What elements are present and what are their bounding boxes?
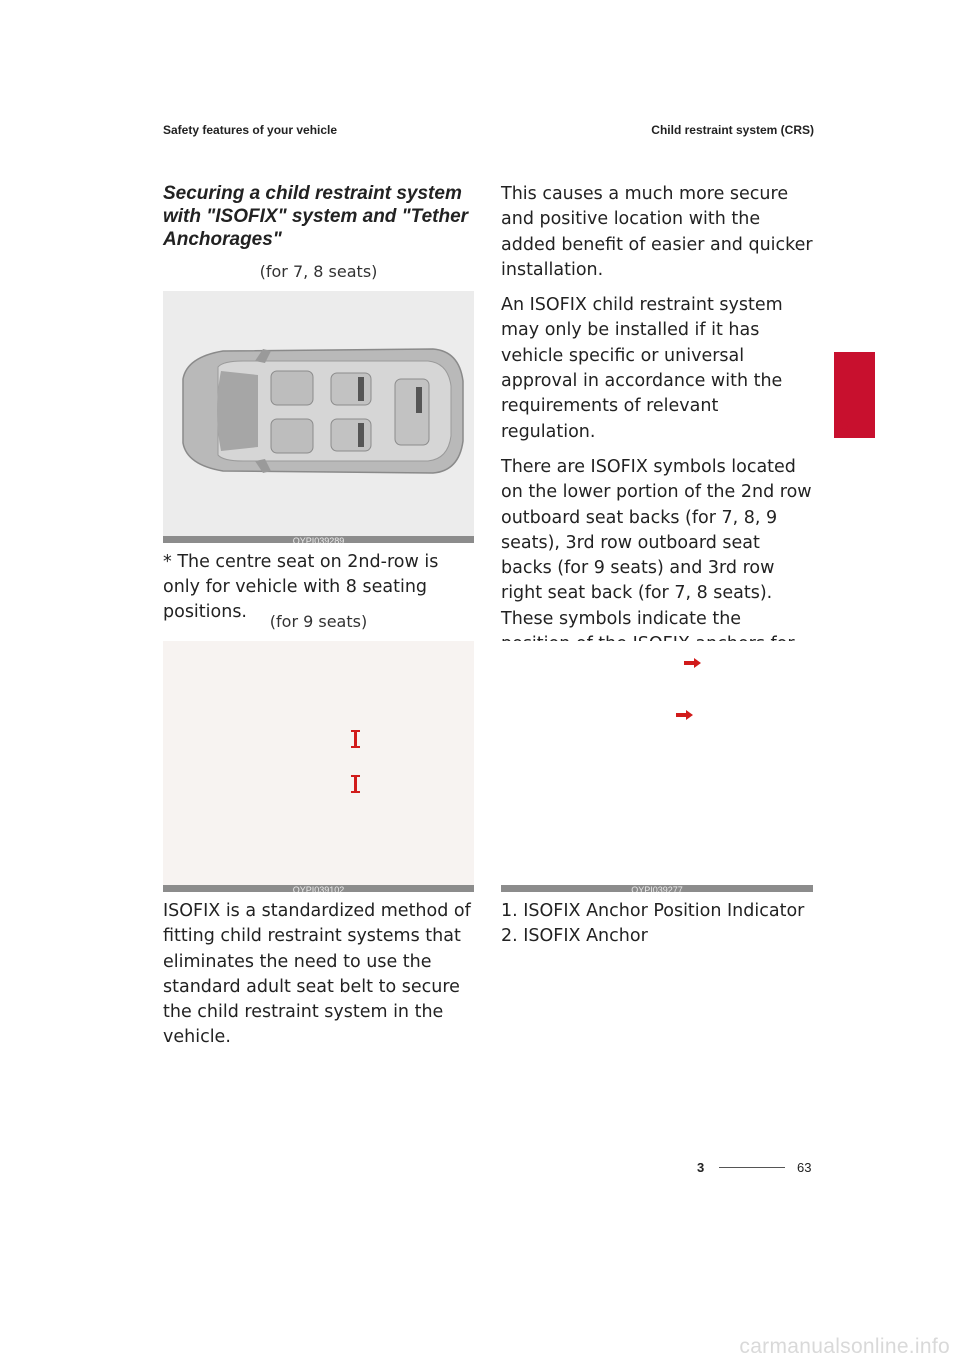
watermark: carmanualsonline.info [739,1335,950,1358]
list-item: 1. ISOFIX Anchor Position Indicator [501,901,805,921]
paragraph: This causes a much more secure and positive location with the added benefit of easier and quicker installation. [501,184,813,280]
footer-section-number: 3 [697,1160,705,1175]
seating-note: * The centre seat on 2nd-row is only for vehicle with 8 seating positions. [163,552,439,622]
figure-2 [163,641,474,892]
figure-1 [163,291,474,543]
right-column-text [501,182,813,693]
isofix-symbol-illustration [501,641,813,881]
isofix-description: ISOFIX is a standardized method of fitting child restraint systems that eliminates the need to use the standard adult seat belt to secure the child restraint system in the vehicle. [163,901,471,1048]
running-header-left: Safety features of your vehicle [163,123,338,137]
figure-3 [501,641,813,892]
section-title: Securing a child restraint system with "ISOFIX" system and "Tether Anchorages" [163,183,469,250]
chapter-tab-number: 3 [839,418,849,435]
figure-2-caption: (for 9 seats) [269,612,368,631]
list-item: 2. ISOFIX Anchor [501,926,648,946]
figure-1-caption: (for 7, 8 seats) [259,262,378,281]
vehicle-top-view-illustration [163,291,474,532]
figure-2-code: OYPI039102 [163,885,474,892]
figure-1-code: OYPI039289 [163,536,474,543]
paragraph: There are ISOFIX symbols located on the lower portion of the 2nd row outboard seat backs (for 7, 8, 9 seats), 3rd row outboard seat backs (for 9 seats) and 3rd row right seat back (for 7, 8 seats). These symbols indicate the [501,456,812,629]
paragraph: An ISOFIX child restraint system may only be installed if it has vehicle specific or universal approval in accordance with the requirements of relevant regulation. [501,295,783,442]
isofix-9-seat-illustration [163,641,474,881]
running-header-right: Child restraint system (CRS) [651,123,814,137]
page-number: 63 [797,1160,812,1175]
figure-legend [501,899,813,949]
footer-divider [719,1167,785,1168]
figure-3-code: OYPI039277 [501,885,813,892]
